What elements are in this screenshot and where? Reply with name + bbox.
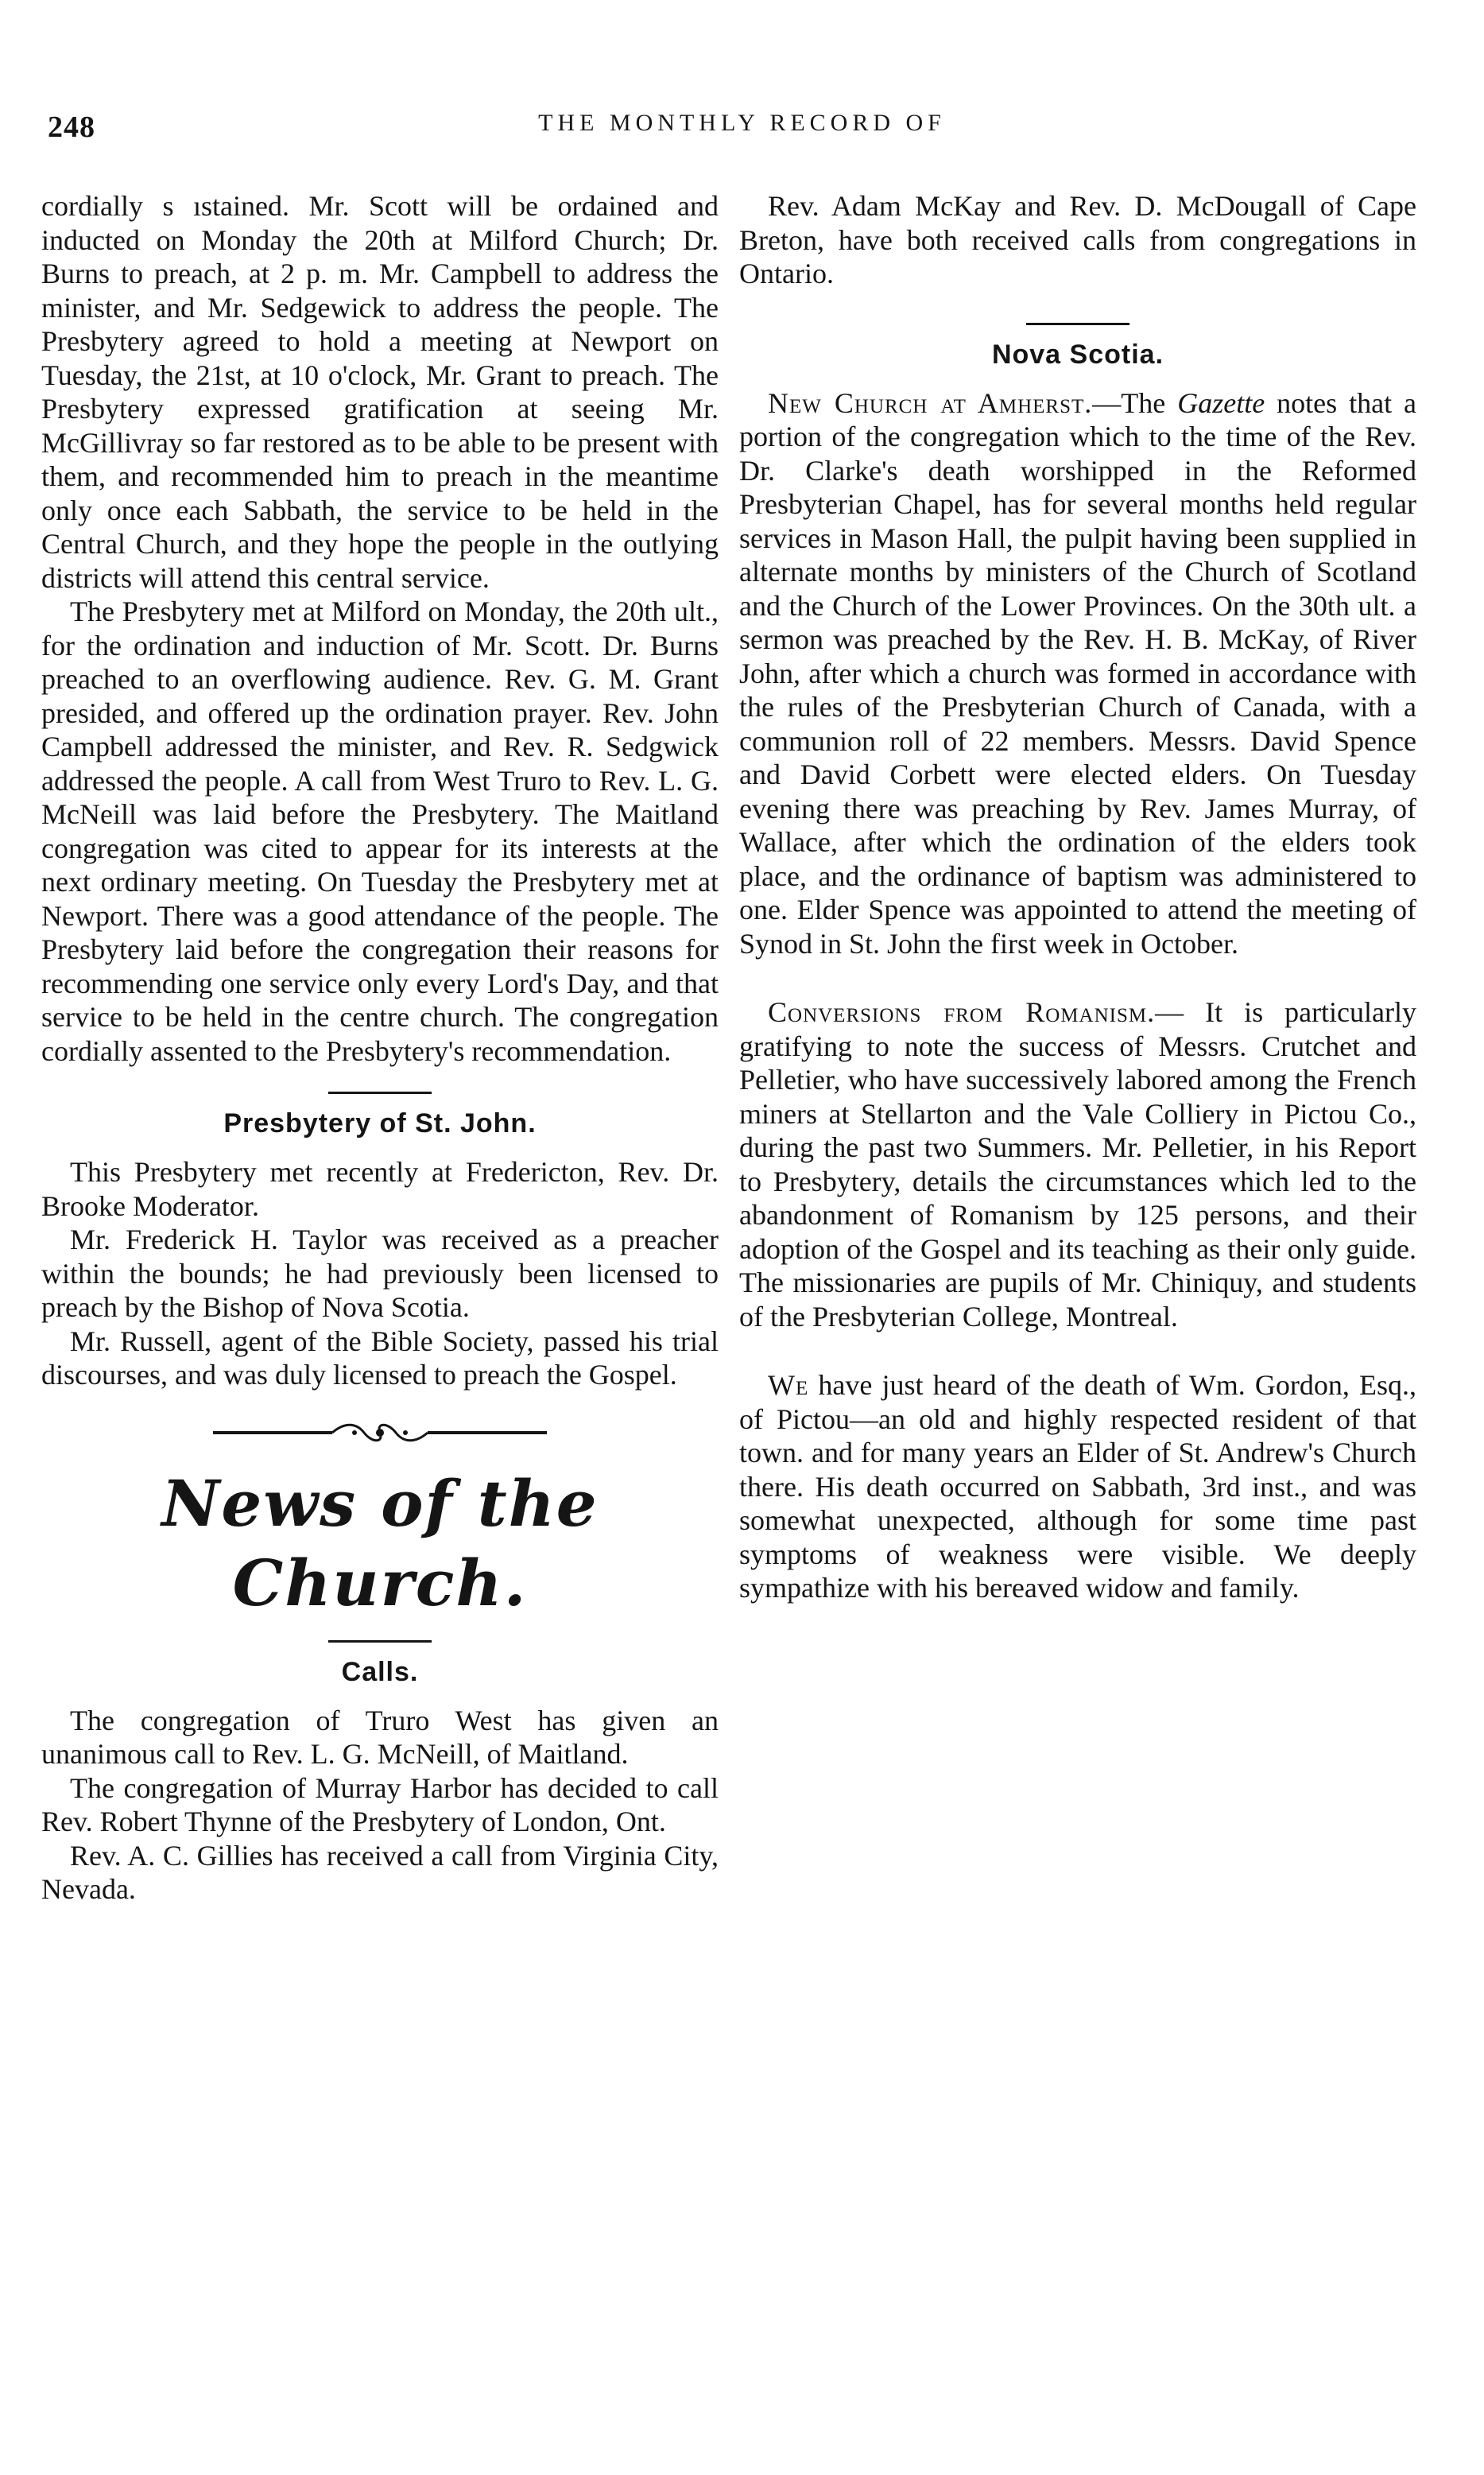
page-number: 248 bbox=[48, 111, 95, 144]
left-column bbox=[41, 189, 719, 1907]
header-title: THE MONTHLY RECORD OF bbox=[538, 110, 946, 136]
amherst-lead: New Church at Amherst. bbox=[768, 386, 1093, 419]
amherst-body: notes that a portion of the congregation which to the time of the Rev. Dr. Clarke's death worshipped in the Reformed Presbyterian Chapel, has for several months held regular services in Mason Hall, the pulpit having been supplied in alternate months by ministers of the Church of Scotland and the Church of the Lower Provinces. On the 30th ult. a sermon was preached by the Rev. H. B. McKay, of River John, after which a church was formed in accordance with the rules of the Presbyterian Church of Canada, with a communion roll of 22 members. Messrs. David Spence and David Corbett were elected elders. On Tuesday evening there was preaching by Rev. James Murray, of Wallace, after which the ordination of the elders took place, and the ordinance of baptism was administered to one. Elder Spence was appointed to attend the meeting of Synod in St. John the first week in October. bbox=[739, 386, 1417, 960]
nova-scotia-heading: Nova Scotia. bbox=[991, 339, 1164, 370]
ornament-divider bbox=[213, 1421, 547, 1445]
gordon-lead: We bbox=[768, 1369, 809, 1401]
calls-heading: Calls. bbox=[341, 1656, 419, 1687]
conversions-paragraph bbox=[739, 995, 1416, 1333]
right-paragraph-1: Rev. Adam McKay and Rev. D. McDougall of Cape Breton, have both received calls from congregations in Ontario. bbox=[739, 190, 1416, 289]
gordon-paragraph bbox=[739, 1368, 1416, 1605]
left-paragraph-1: cordially s ıstained. Mr. Scott will be ordained and inducted on Monday the 20th at Milford Church; Dr. Burns to preach, at 2 p. m. Mr. Campbell to address the minister, and Mr. Sedgewick to address the people. The Presbytery agreed to hold a meeting at Newport on Tuesday, the 21st, at 10 o'clock, Mr. Grant to preach. The Presbytery expressed gratification at seeing Mr. McGillivray so far restored as to be able to be present with them, and recommended him to preach in the meantime only once each Sabbath, the service to be held in the Central Church, and they hope the people in the outlying districts will attend this central service. bbox=[41, 190, 719, 594]
stjohn-paragraph-2: Mr. Frederick H. Taylor was received as a preacher within the bounds; he had previously been licensed to preach by the Bishop of Nova Scotia. bbox=[41, 1224, 719, 1323]
stjohn-paragraph-3: Mr. Russell, agent of the Bible Society, passed his trial discourses, and was duly licensed to preach the Gospel. bbox=[41, 1325, 719, 1391]
running-head bbox=[48, 110, 1436, 149]
right-column bbox=[739, 189, 1416, 1605]
amherst-paragraph bbox=[739, 386, 1416, 961]
amherst-dash: —The bbox=[1092, 386, 1166, 419]
section-rule bbox=[328, 1092, 432, 1094]
section-rule bbox=[328, 1640, 432, 1643]
conversions-dash: — bbox=[1155, 996, 1184, 1028]
calls-paragraph-2: The congregation of Murray Harbor has decided to call Rev. Robert Thynne of the Presbytery of London, Ont. bbox=[41, 1771, 719, 1837]
conversions-lead: Conversions from Romanism. bbox=[768, 996, 1156, 1028]
news-heading: News of the Church. bbox=[161, 1465, 599, 1620]
section-rule bbox=[1026, 323, 1129, 325]
conversions-body: It is particularly gratifying to note the success of Messrs. Crutchet and Pelletier, who have successively labored among the French miners at Stellarton and the Vale Colliery in Pictou Co., during the past two Summers. Mr. Pelletier, in his Report to Presbytery, details the circumstances which led to the abandonment of Romanism by 125 persons, and their adoption of the Gospel and its teaching as their only guide. The missionaries are pupils of Mr. Chiniquy, and students of the Presbyterian College, Montreal. bbox=[739, 996, 1417, 1333]
calls-paragraph-3: Rev. A. C. Gillies has received a call from Virginia City, Nevada. bbox=[41, 1839, 719, 1905]
gazette-title: Gazette bbox=[1177, 386, 1265, 419]
left-paragraph-2: The Presbytery met at Milford on Monday, the 20th ult., for the ordination and induction of Mr. Scott. Dr. Burns preached to an overflowing audience. Rev. G. M. Grant presided, and offered up the ordination prayer. Rev. John Campbell addressed the minister, and Rev. R. Sedgwick addressed the people. A call from West Truro to Rev. L. G. McNeill was laid before the Presbytery. The Maitland congregation was cited to appear for its interests at the next ordinary meeting. On Tuesday the Presbytery met at Newport. There was a good attendance of the people. The Presbytery laid before the congregation their reasons for recommending one service only every Lord's Day, and that service to be held in the centre church. The congregation cordially assented to the Presbytery's recommendation. bbox=[41, 595, 719, 1067]
stjohn-heading: Presbytery of St. John. bbox=[223, 1108, 537, 1139]
gordon-body: have just heard of the death of Wm. Gordon, Esq., of Pictou—an old and highly respected resident of that town. and for many years an Elder of St. Andrew's Church there. His death occurred on Sabbath, 3rd inst., and was somewhat unexpected, although for some time past symptoms of weakness were visible. We deeply sympathize with his bereaved widow and family. bbox=[739, 1369, 1417, 1604]
calls-paragraph-1: The congregation of Truro West has given an unanimous call to Rev. L. G. McNeill, of Maitland. bbox=[41, 1704, 719, 1770]
stjohn-paragraph-1: This Presbytery met recently at Fredericton, Rev. Dr. Brooke Moderator. bbox=[41, 1156, 719, 1222]
